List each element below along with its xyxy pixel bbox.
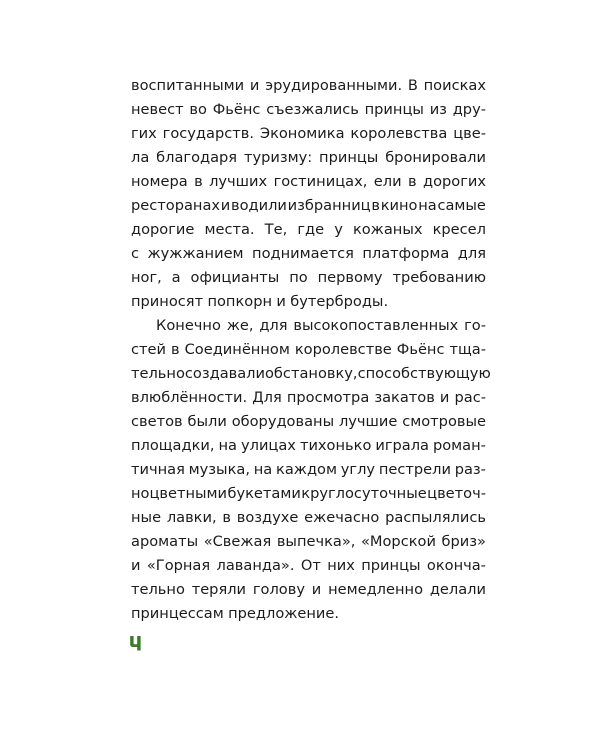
- word: ные: [131, 509, 162, 526]
- word: туризму:: [243, 149, 313, 166]
- word: предложение.: [228, 605, 340, 622]
- word: светов: [131, 413, 183, 430]
- word: «Морской: [360, 533, 436, 550]
- word: первому: [317, 269, 383, 286]
- text-line: [131, 290, 486, 314]
- word: поднимается: [252, 245, 354, 262]
- word: влюблённости.: [131, 389, 248, 406]
- word: же,: [226, 317, 254, 334]
- word: площадки,: [131, 437, 215, 454]
- text-line: [131, 506, 486, 530]
- word: кожаных: [352, 221, 423, 238]
- word: го-: [464, 317, 486, 334]
- word: ресторанах: [131, 197, 221, 214]
- body-text: [131, 74, 491, 626]
- word: «Свежая: [203, 533, 272, 550]
- word: углу: [340, 461, 376, 478]
- word: бронировали: [385, 149, 486, 166]
- word: создавали: [184, 365, 265, 382]
- word: официанты: [190, 269, 280, 286]
- word: смотровые: [402, 413, 486, 430]
- word: выпечка»,: [276, 533, 356, 550]
- word: них: [327, 557, 355, 574]
- word: государств.: [162, 125, 254, 142]
- word: раз-: [454, 461, 486, 478]
- word: бриз»: [441, 533, 486, 550]
- word: королевстве: [294, 341, 392, 358]
- word: тичная: [131, 461, 185, 478]
- word: в: [222, 509, 231, 526]
- word: приносят: [131, 293, 204, 310]
- word: платформа: [362, 245, 450, 262]
- word: дорогие: [131, 221, 195, 238]
- word: номера: [131, 173, 188, 190]
- word: просмотра: [286, 389, 370, 406]
- word: ароматы: [131, 533, 199, 550]
- word: поисках: [423, 77, 486, 94]
- word: Соединённом: [184, 341, 290, 358]
- word: съезжались: [266, 101, 359, 118]
- word: тельно: [131, 365, 185, 382]
- word: места.: [204, 221, 255, 238]
- page-number-mark-icon: [128, 634, 144, 652]
- word: каждом: [276, 461, 337, 478]
- text-line: [131, 242, 486, 266]
- word: в: [194, 173, 203, 190]
- word: невест: [131, 101, 184, 118]
- word: рас-: [454, 389, 486, 406]
- word: Конечно: [156, 317, 221, 334]
- word: самые: [437, 197, 486, 214]
- word: цве-: [453, 125, 486, 142]
- text-line: [131, 362, 491, 386]
- word: стей: [131, 341, 166, 358]
- text-line: [131, 458, 486, 482]
- word: и: [131, 557, 141, 574]
- text-line: [131, 98, 486, 122]
- word: В: [407, 77, 418, 94]
- text-line: [131, 122, 486, 146]
- word: распылялись: [385, 509, 486, 526]
- word: принцессам: [131, 605, 224, 622]
- word: высокопоставленных: [293, 317, 459, 334]
- word: лаванда».: [216, 557, 295, 574]
- word: немедленно: [328, 581, 423, 598]
- word: и: [220, 197, 231, 214]
- word: Экономика: [259, 125, 345, 142]
- word: ног,: [131, 269, 162, 286]
- word: ноцветными: [131, 485, 228, 502]
- word: бутерброды.: [290, 293, 389, 310]
- word: улицах: [240, 437, 296, 454]
- text-line: [131, 170, 486, 194]
- word: в: [407, 173, 417, 190]
- word: тща-: [449, 341, 486, 358]
- text-line: [131, 338, 486, 362]
- word: цветоч-: [427, 485, 486, 502]
- word: в: [171, 341, 180, 358]
- word: Те,: [264, 221, 288, 238]
- text-line: [131, 146, 486, 170]
- text-line: [131, 530, 486, 554]
- word: дру-: [452, 101, 486, 118]
- text-line: [131, 602, 486, 626]
- text-line: [131, 314, 486, 338]
- word: благодаря: [156, 149, 238, 166]
- word: ла: [131, 149, 150, 166]
- word: воздухе: [236, 509, 299, 526]
- word: способствующую: [357, 365, 491, 382]
- word: гих: [131, 125, 157, 142]
- text-line: [131, 218, 486, 242]
- word: букетами: [227, 485, 301, 502]
- word: лавки,: [166, 509, 217, 526]
- word: лучших: [209, 173, 268, 190]
- word: «Горная: [146, 557, 211, 574]
- word: делали: [429, 581, 486, 598]
- word: где: [297, 221, 325, 238]
- word: теряли: [191, 581, 247, 598]
- word: принцы: [364, 101, 424, 118]
- word: Фьёнс: [396, 341, 445, 358]
- word: оборудованы: [231, 413, 335, 430]
- word: и: [311, 581, 322, 598]
- word: Для: [252, 389, 282, 406]
- word: эрудированными.: [265, 77, 403, 94]
- text-line: [131, 578, 486, 602]
- word: голову: [252, 581, 305, 598]
- word: требованию: [392, 269, 486, 286]
- word: играла: [375, 437, 429, 454]
- text-line: [131, 194, 486, 218]
- text-line: [131, 410, 486, 434]
- word: ежечасно: [304, 509, 380, 526]
- word: оконча-: [426, 557, 486, 574]
- word: принцы: [361, 557, 421, 574]
- word: тихонько: [299, 437, 372, 454]
- text-line: [131, 434, 486, 458]
- word: и: [249, 77, 260, 94]
- word: попкорн: [207, 293, 273, 310]
- word: избранниц: [287, 197, 371, 214]
- word: гостиницах,: [273, 173, 368, 190]
- word: для: [259, 317, 288, 334]
- word: От: [300, 557, 321, 574]
- word: закатов: [374, 389, 435, 406]
- word: во: [189, 101, 207, 118]
- word: кресел: [432, 221, 486, 238]
- word: для: [457, 245, 486, 262]
- word: водили: [231, 197, 287, 214]
- word: на: [253, 461, 273, 478]
- word: пестрели: [378, 461, 451, 478]
- text-line: [131, 74, 486, 98]
- word: на: [418, 197, 437, 214]
- word: лучшие: [338, 413, 398, 430]
- word: принцы: [319, 149, 379, 166]
- word: по: [289, 269, 308, 286]
- text-line: [131, 266, 486, 290]
- word: и: [439, 389, 450, 406]
- word: и: [276, 293, 286, 310]
- word: ели: [373, 173, 402, 190]
- word: с: [131, 245, 140, 262]
- word: воспитанными: [131, 77, 245, 94]
- word: кино: [380, 197, 418, 214]
- word: круглосуточные: [301, 485, 427, 502]
- word: из: [429, 101, 447, 118]
- word: обстановку,: [265, 365, 358, 382]
- word: а: [171, 269, 181, 286]
- word: музыка,: [188, 461, 250, 478]
- word: Фьёнс: [212, 101, 261, 118]
- word: были: [187, 413, 227, 430]
- word: у: [334, 221, 343, 238]
- word: королевства: [350, 125, 448, 142]
- text-line: [131, 554, 486, 578]
- word: роман-: [432, 437, 486, 454]
- word: в: [371, 197, 380, 214]
- word: тельно: [131, 581, 185, 598]
- word: дорогих: [422, 173, 486, 190]
- word: на: [218, 437, 237, 454]
- text-line: [131, 482, 486, 506]
- word: жужжанием: [147, 245, 244, 262]
- text-line: [131, 386, 486, 410]
